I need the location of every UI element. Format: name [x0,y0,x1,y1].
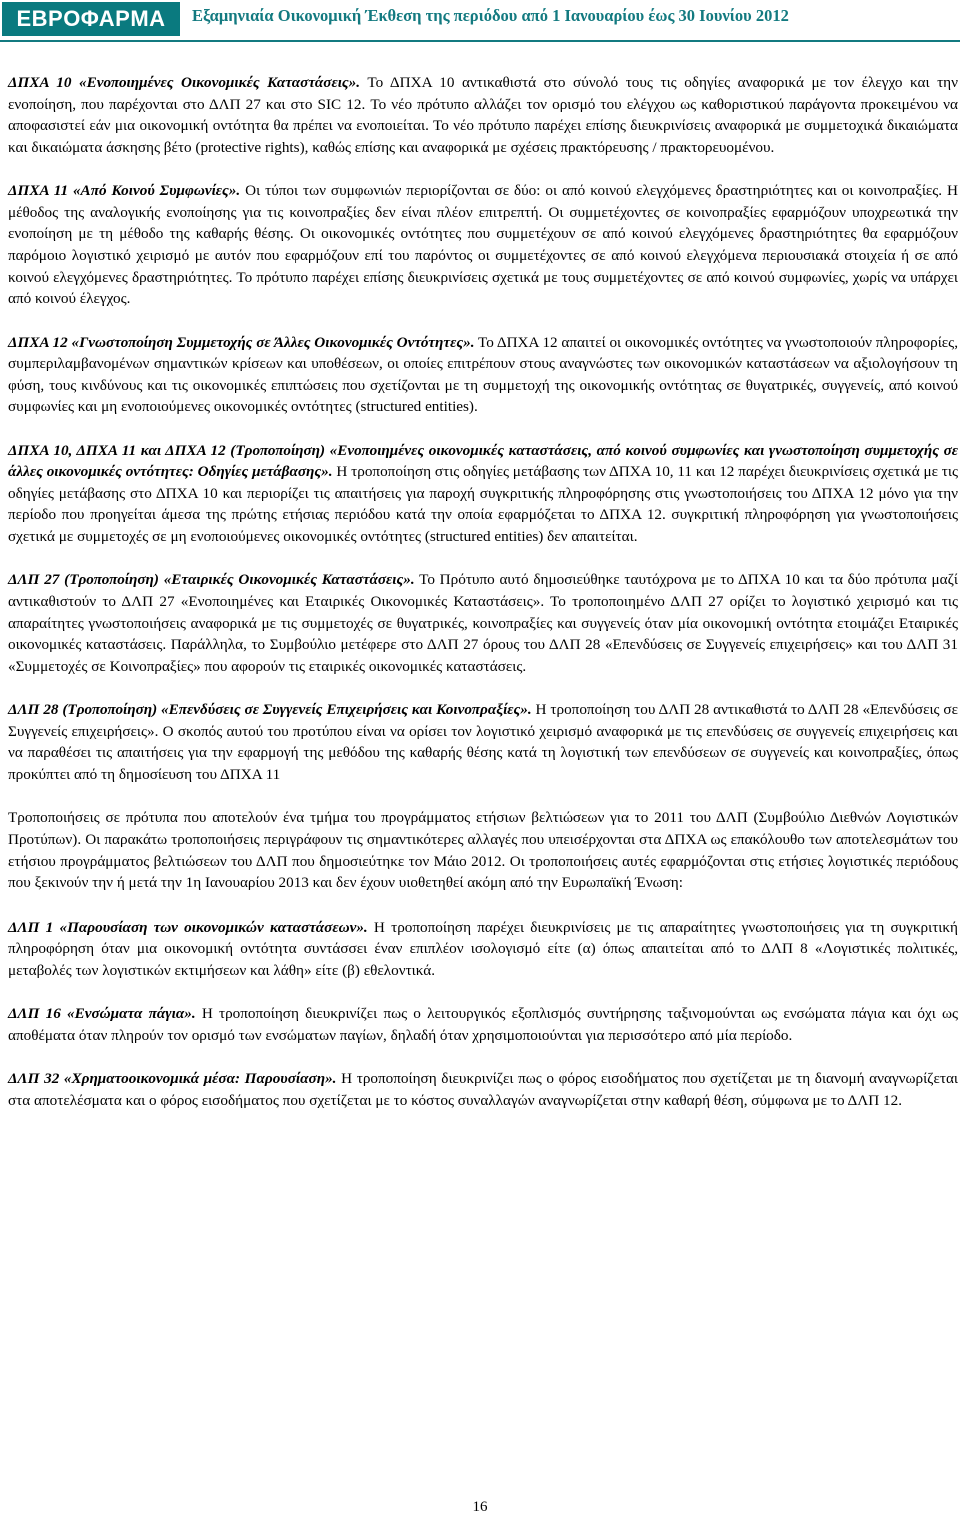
paragraph-heading: ΔΠΧΑ 10 «Ενοποιημένες Οικονομικές Καταστάσεις». [8,74,361,91]
document-body [8,72,958,1133]
paragraph-text: Τροποποιήσεις σε πρότυπα που αποτελούν ένα τμήμα του προγράμματος ετήσιων βελτιώσεων για το 2011 του ΔΛΠ (Συμβούλιο Διεθνών Λογιστικών Προτύπων). Οι παρακάτω τροποποιήσεις περιγράφουν τις σημαντικότερες αλλαγές που υπεισέρχονται στα ΔΠΧΑ ως επακόλουθο των αποτελεσμάτων του ετήσιου προγράμματος βελτιώσεων του ΔΛΠ που δημοσιεύτηκε τον Μάιο 2012. Οι τροποποιήσεις αυτές εφαρμόζονται στις ετήσιες λογιστικές περιόδους που ξεκινούν την ή μετά την 1η Ιανουαρίου 2013 και δεν έχουν υιοθετηθεί ακόμη από την Ευρωπαϊκή Ένωση: [8,809,958,892]
paragraph-heading: ΔΠΧΑ 10, ΔΠΧΑ 11 και ΔΠΧΑ 12 (Τροποποίηση) «Ενοποιημένες οικονομικές καταστάσεις, από κοινού συμφωνίες και γνωστοποίηση συμμετοχής σε άλλες οικονομικές οντότητες: Οδηγίες μετάβασης». [8,441,958,481]
paragraph-ifrs12 [8,332,958,418]
paragraph-heading: ΔΠΧΑ 12 «Γνωστοποίηση Συμμετοχής σε Άλλες Οικονομικές Οντότητες». [8,333,475,351]
paragraph-text: Η τροποποίηση διευκρινίζει πως ο φόρος εισοδήματος που σχετίζεται με τη διανομή αναγνωρίζεται στα αποτελέσματα και ο φόρος εισοδήματος που σχετίζεται με το κόστος συναλλαγών αναγνωρίζεται στην καθαρή θέση, σύμφωνα με το ΔΛΠ 12. [8,1070,958,1109]
company-logo: ΕΒΡΟΦΑΡΜΑ [2,2,180,36]
paragraph-heading: ΔΛΠ 1 «Παρουσίαση των οικονομικών καταστάσεων». [8,918,368,936]
paragraph-text: Το Πρότυπο αυτό δημοσιεύθηκε ταυτόχρονα με το ΔΠΧΑ 10 και τα δύο πρότυπα μαζί αντικαθιστούν το ΔΛΠ 27 «Ενοποιημένες και Εταιρικές Οικονομικές Καταστάσεις». Το τροποποιημένο ΔΛΠ 27 ορίζει το λογιστικό χειρισμό και τις απαραίτητες γνωστοποιήσεις αναφορικά με τις συμμετοχές σε θυγατρικές, κοινοπραξίες και συγγενείς όταν μία οικονομική οντότητα ετοιμάζει Εταιρικές οικονομικές καταστάσεις. Παράλληλα, το Συμβούλιο μετέφερε στο ΔΛΠ 27 όρους του ΔΛΠ 28 «Επενδύσεις σε Συγγενείς επιχειρήσεις» και του ΔΛΠ 31 «Συμμετοχές σε Κοινοπραξίες» που αφορούν τις εταιρικές οικονομικές καταστάσεις. [8,571,958,675]
paragraph-annual-improvements [8,807,958,893]
page-header [0,0,960,40]
paragraph-text: Η τροποποίηση στις οδηγίες μετάβασης των ΔΠΧΑ 10, 11 και 12 παρέχει διευκρινίσεις σχετικά με τις οδηγίες μετάβασης στο ΔΠΧΑ 10 και περιορίζει τις απαιτήσεις για παροχή συγκριτικής πληροφόρησης στις γνωστοποιήσεις του ΔΠΧΑ 12 μόνο για την περίοδο που προηγείται άμεσα της πρώτης ετήσιας περιόδου κατά την οποία εφαρμόζεται το ΔΠΧΑ 12. συγκριτική πληροφόρηση για γνωστοποιήσεις σχετικά με συμμετοχές σε μη ενοποιούμενες οικονομικές οντότητες (structured entities) δεν απαιτείται. [8,463,959,546]
paragraph-ifrs11 [8,180,958,310]
page-number: 16 [472,1499,488,1515]
paragraph-ias32 [8,1068,958,1111]
paragraph-heading: ΔΠΧΑ 11 «Από Κοινού Συμφωνίες». [8,182,241,200]
paragraph-ias16 [8,1003,958,1046]
paragraph-ias28 [8,699,958,785]
paragraph-ifrs10 [8,72,958,158]
paragraph-heading: ΔΛΠ 28 (Τροποποίηση) «Επενδύσεις σε Συγγενείς Επιχειρήσεις και Κοινοπραξίες». [8,701,532,719]
paragraph-text: Η τροποποίηση του ΔΛΠ 28 αντικαθιστά το ΔΛΠ 28 «Επενδύσεις σε Συγγενείς επιχειρήσεις». Ο σκοπός αυτού του προτύπου είναι να ορίσει τον λογιστικό χειρισμό αναφορικά με τις επενδύσεις σε συγγενείς επιχειρήσεις και να παραθέσει τις απαιτήσεις για την εφαρμογή της μεθόδου της καθαρής θέσης κατά τη λογιστική των επενδύσεων σε συγγενείς και κοινοπραξίες, όπως προκύπτει από τη δημοσίευση του ΔΠΧΑ 11 [8,701,958,784]
paragraph-text: Οι τύποι των συμφωνιών περιορίζονται σε δύο: οι από κοινού ελεγχόμενες δραστηριότητες και οι κοινοπραξίες. Η μέθοδος της αναλογικής ενοποίησης για τις κοινοπραξίες δεν είναι πλέον επιτρεπτή. Οι συμμετέχοντες σε κοινοπραξίες εφαρμόζουν υποχρεωτικά την ενοποίηση με τη μέθοδο της καθαρής θέσης. Οι οικονομικές οντότητες που συμμετέχουν σε από κοινού ελεγχόμενες δραστηριότητες θα εφαρμόζουν παρόμοιο λογιστικό χειρισμό με αυτόν που εφαρμόζουν επί του παρόντος οι συμμετέχοντες σε από κοινού ελεγχόμενα περιουσιακά στοιχεία ή σε από κοινού ελεγχόμενες δραστηριότητες. Το πρότυπο παρέχει επίσης διευκρινίσεις σχετικά με τους συμμετέχοντες σε από κοινού συμφωνίες, χωρίς να υπάρχει από κοινού έλεγχος. [8,182,959,308]
paragraph-text: Το ΔΠΧΑ 12 απαιτεί οι οικονομικές οντότητες να γνωστοποιούν πληροφορίες, συμπεριλαμβανομένων σημαντικών κρίσεων και υποθέσεων, οι οποίες επιτρέπουν στους αναγνώστες των οικονομικών καταστάσεων να αξιολογήσουν τη φύση, τους κινδύνους και τις οικονομικές επιπτώσεις που σχετίζονται με τη συμμετοχή της οικονομικής οντότητας σε θυγατρικές, συγγενείς, από κοινού συμφωνίες και μη ενοποιούμενες οικονομικές οντότητες (structured entities). [8,333,958,416]
paragraph-heading: ΔΛΠ 32 «Χρηματοοικονομικά μέσα: Παρουσίαση». [8,1070,337,1088]
paragraph-heading: ΔΛΠ 27 (Τροποποίηση) «Εταιρικές Οικονομικές Καταστάσεις». [8,571,415,589]
paragraph-transition-guidance [8,440,958,548]
paragraph-text: Η τροποποίηση παρέχει διευκρινίσεις με τις απαραίτητες γνωστοποιήσεις για τη συγκριτική πληροφόρηση όταν μια οικονομική οντότητα συντάσσει έναν επιπλέον ισολογισμό είτε (α) όπως απαιτείται από το ΔΛΠ 8 «Λογιστικές πολιτικές, μεταβολές των λογιστικών εκτιμήσεων και λάθη» είτε (β) εθελοντικά. [8,918,958,979]
paragraph-text: Το ΔΠΧΑ 10 αντικαθιστά στο σύνολό τους τις οδηγίες αναφορικά με τον έλεγχο και την ενοποίηση, που παρέχονται στο ΔΛΠ 27 και στο SIC 12. Το νέο πρότυπο αλλάζει τον ορισμό του ελέγχου ως καθοριστικού παράγοντα προκειμένου να αποφασιστεί εάν μια οικονομική οντότητα θα πρέπει να ενοποιείται. Το νέο πρότυπο παρέχει επίσης διευκρινίσεις αναφορικά με συμμετοχικά δικαιώματα και δικαιώματα άσκησης βέτο (protective rights), καθώς επίσης και αναφορικά με σχέσεις πρακτόρευσης / πρακτορευομένου. [8,74,958,156]
paragraph-text: Η τροποποίηση διευκρινίζει πως ο λειτουργικός εξοπλισμός συντήρησης ταξινομούνται ως ενσώματα πάγια και όχι ως αποθέματα όταν πληρούν τον ορισμό των ενσώματων παγίων, δηλαδή όταν χρησιμοποιούνται για περισσότερο από μία περίοδο. [8,1005,958,1044]
paragraph-heading: ΔΛΠ 16 «Ενσώματα πάγια». [8,1005,196,1023]
header-divider [0,40,960,42]
paragraph-ias27 [8,569,958,677]
paragraph-ias1 [8,917,958,982]
report-title: Εξαμηνιαία Οικονομική Έκθεση της περιόδου από 1 Ιανουαρίου έως 30 Ιουνίου 2012 [192,6,789,25]
